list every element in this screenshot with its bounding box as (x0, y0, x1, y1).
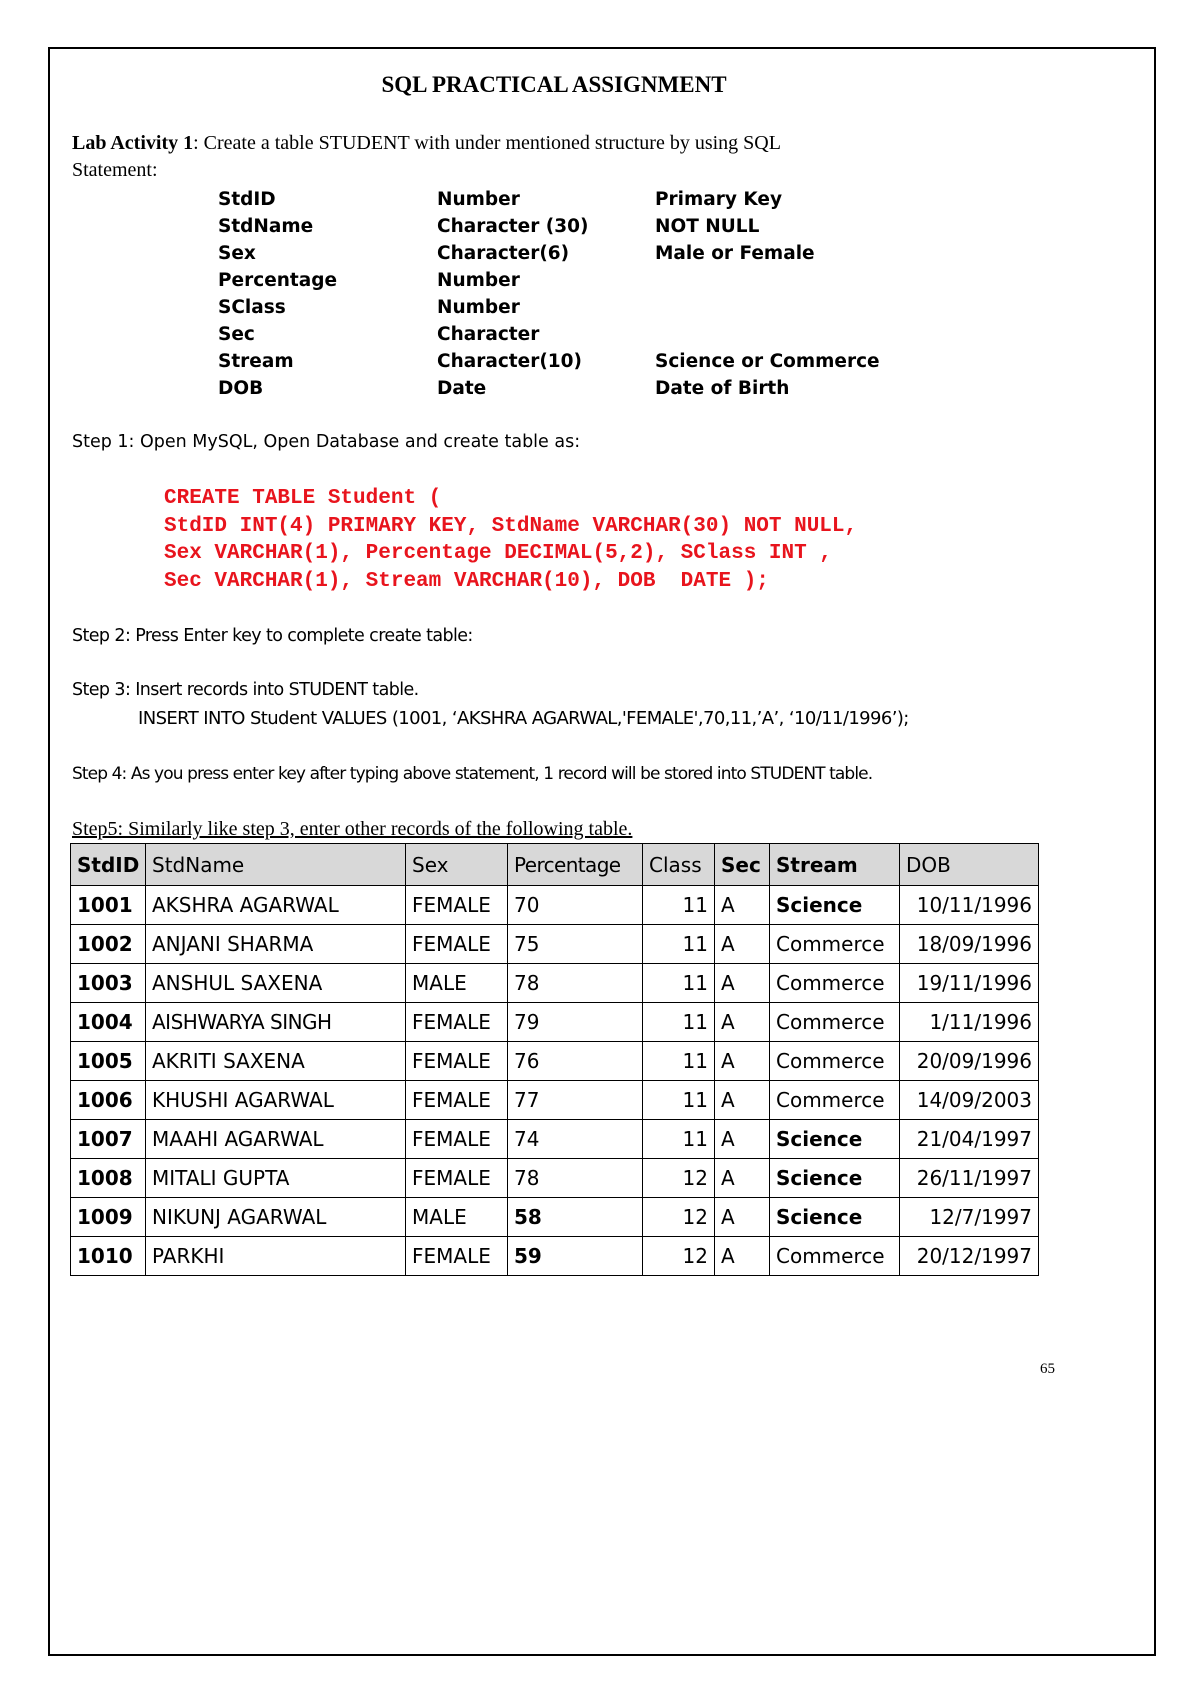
cell-stdid: 1003 (71, 964, 146, 1003)
sql-line: Sec VARCHAR(1), Stream VARCHAR(10), DOB DATE ); (164, 569, 769, 593)
cell-dob: 18/09/1996 (900, 925, 1039, 964)
cell-stdname: NIKUNJ AGARWAL (146, 1198, 406, 1237)
student-table (70, 843, 1039, 1276)
cell-percentage: 78 (508, 1159, 643, 1198)
cell-stream: Science (770, 1198, 900, 1237)
cell-percentage: 75 (508, 925, 643, 964)
cell-sex: FEMALE (406, 1159, 508, 1198)
cell-percentage: 77 (508, 1081, 643, 1120)
table-row (71, 1159, 1039, 1198)
cell-stdname: PARKHI (146, 1237, 406, 1276)
table-row (71, 1003, 1039, 1042)
cell-sec: A (715, 1081, 770, 1120)
step-5: Step5: Similarly like step 3, enter other records of the following table. (72, 818, 633, 840)
cell-stdid: 1010 (71, 1237, 146, 1276)
cell-stdname: AISHWARYA SINGH (146, 1003, 406, 1042)
structure-field: SClass (218, 297, 286, 318)
cell-class: 12 (643, 1237, 715, 1276)
step-2: Step 2: Press Enter key to complete create table: (72, 626, 473, 646)
cell-stream: Commerce (770, 1237, 900, 1276)
table-header-row (71, 844, 1039, 886)
cell-class: 11 (643, 1081, 715, 1120)
cell-sex: FEMALE (406, 925, 508, 964)
cell-dob: 20/12/1997 (900, 1237, 1039, 1276)
header-percentage: Percentage (508, 844, 643, 886)
cell-percentage: 70 (508, 886, 643, 925)
cell-dob: 14/09/2003 (900, 1081, 1039, 1120)
cell-stream: Science (770, 886, 900, 925)
structure-note: Date of Birth (655, 378, 790, 399)
structure-field: DOB (218, 378, 264, 399)
cell-stdname: ANJANI SHARMA (146, 925, 406, 964)
cell-sec: A (715, 964, 770, 1003)
cell-stdname: KHUSHI AGARWAL (146, 1081, 406, 1120)
structure-field: Sex (218, 243, 256, 264)
table-row (71, 1120, 1039, 1159)
header-stdname: StdName (146, 844, 406, 886)
header-sec: Sec (715, 844, 770, 886)
structure-type: Character (437, 324, 540, 345)
step-4: Step 4: As you press enter key after typing above statement, 1 record will be stored into STUDENT table. (72, 764, 873, 784)
cell-percentage: 58 (508, 1198, 643, 1237)
table-row (71, 1198, 1039, 1237)
lab-activity-label: Lab Activity 1 (72, 132, 194, 154)
cell-stdid: 1005 (71, 1042, 146, 1081)
structure-type: Character(10) (437, 351, 582, 372)
cell-sec: A (715, 1198, 770, 1237)
cell-class: 11 (643, 925, 715, 964)
cell-dob: 21/04/1997 (900, 1120, 1039, 1159)
cell-dob: 1/11/1996 (900, 1003, 1039, 1042)
cell-stream: Commerce (770, 1003, 900, 1042)
structure-field: Percentage (218, 270, 338, 291)
structure-note: Primary Key (655, 189, 783, 210)
header-stdid: StdID (71, 844, 146, 886)
cell-dob: 10/11/1996 (900, 886, 1039, 925)
structure-note: Science or Commerce (655, 351, 880, 372)
header-class: Class (643, 844, 715, 886)
cell-sec: A (715, 886, 770, 925)
cell-class: 12 (643, 1159, 715, 1198)
structure-type: Date (437, 378, 487, 399)
structure-note: NOT NULL (655, 216, 760, 237)
cell-sec: A (715, 1159, 770, 1198)
cell-class: 11 (643, 1003, 715, 1042)
sql-line: Sex VARCHAR(1), Percentage DECIMAL(5,2), SClass INT , (164, 542, 832, 565)
cell-class: 11 (643, 964, 715, 1003)
structure-type: Character(6) (437, 243, 570, 264)
table-row (71, 1081, 1039, 1120)
cell-percentage: 59 (508, 1237, 643, 1276)
cell-sec: A (715, 1237, 770, 1276)
page-title: SQL PRACTICAL ASSIGNMENT (381, 72, 727, 97)
cell-sex: FEMALE (406, 1042, 508, 1081)
cell-percentage: 78 (508, 964, 643, 1003)
cell-stream: Commerce (770, 1081, 900, 1120)
cell-stdid: 1008 (71, 1159, 146, 1198)
lab-activity-text-line2: Statement: (72, 159, 158, 181)
cell-stdname: MITALI GUPTA (146, 1159, 406, 1198)
cell-stream: Commerce (770, 1042, 900, 1081)
structure-note: Male or Female (655, 243, 815, 264)
cell-stream: Science (770, 1120, 900, 1159)
lab-activity-text: : Create a table STUDENT with under mentioned structure by using SQL (193, 132, 781, 154)
cell-stream: Science (770, 1159, 900, 1198)
cell-stdid: 1006 (71, 1081, 146, 1120)
cell-stream: Commerce (770, 964, 900, 1003)
cell-class: 11 (643, 886, 715, 925)
cell-stdid: 1007 (71, 1120, 146, 1159)
structure-type: Number (437, 297, 520, 318)
structure-field: Sec (218, 324, 255, 345)
page-number: 65 (1040, 1361, 1055, 1377)
cell-stdid: 1004 (71, 1003, 146, 1042)
cell-sec: A (715, 1042, 770, 1081)
cell-stdname: ANSHUL SAXENA (146, 964, 406, 1003)
sql-line: CREATE TABLE Student ( (164, 487, 442, 510)
cell-percentage: 79 (508, 1003, 643, 1042)
header-stream: Stream (770, 844, 900, 886)
table-row (71, 1237, 1039, 1276)
cell-class: 11 (643, 1042, 715, 1081)
cell-dob: 20/09/1996 (900, 1042, 1039, 1081)
cell-class: 12 (643, 1198, 715, 1237)
cell-percentage: 74 (508, 1120, 643, 1159)
cell-sec: A (715, 1003, 770, 1042)
header-sex: Sex (406, 844, 508, 886)
step-3: Step 3: Insert records into STUDENT table. (72, 680, 419, 700)
insert-sql: INSERT INTO Student VALUES (1001, ‘AKSHRA AGARWAL,'FEMALE',70,11,’A’, ‘10/11/1996’); (138, 708, 909, 729)
structure-field: StdID (218, 189, 276, 210)
cell-sec: A (715, 925, 770, 964)
step-1: Step 1: Open MySQL, Open Database and create table as: (72, 432, 581, 452)
cell-dob: 19/11/1996 (900, 964, 1039, 1003)
cell-stdid: 1009 (71, 1198, 146, 1237)
structure-type: Number (437, 189, 520, 210)
cell-stream: Commerce (770, 925, 900, 964)
table-row (71, 964, 1039, 1003)
cell-stdname: MAAHI AGARWAL (146, 1120, 406, 1159)
cell-class: 11 (643, 1120, 715, 1159)
table-row (71, 925, 1039, 964)
cell-stdid: 1001 (71, 886, 146, 925)
create-table-sql (164, 485, 857, 595)
structure-field: Stream (218, 351, 294, 372)
cell-sex: FEMALE (406, 1003, 508, 1042)
structure-field: StdName (218, 216, 314, 237)
cell-stdid: 1002 (71, 925, 146, 964)
cell-stdname: AKRITI SAXENA (146, 1042, 406, 1081)
structure-type: Character (30) (437, 216, 589, 237)
lab-activity-intro (72, 130, 781, 184)
cell-sec: A (715, 1120, 770, 1159)
cell-stdname: AKSHRA AGARWAL (146, 886, 406, 925)
cell-sex: MALE (406, 964, 508, 1003)
cell-sex: FEMALE (406, 886, 508, 925)
table-row (71, 1042, 1039, 1081)
structure-type: Number (437, 270, 520, 291)
cell-dob: 12/7/1997 (900, 1198, 1039, 1237)
cell-sex: FEMALE (406, 1081, 508, 1120)
sql-line: StdID INT(4) PRIMARY KEY, StdName VARCHAR(30) NOT NULL, (164, 514, 858, 538)
cell-percentage: 76 (508, 1042, 643, 1081)
cell-sex: FEMALE (406, 1120, 508, 1159)
cell-sex: FEMALE (406, 1237, 508, 1276)
header-dob: DOB (900, 844, 1039, 886)
cell-sex: MALE (406, 1198, 508, 1237)
cell-dob: 26/11/1997 (900, 1159, 1039, 1198)
table-row (71, 886, 1039, 925)
